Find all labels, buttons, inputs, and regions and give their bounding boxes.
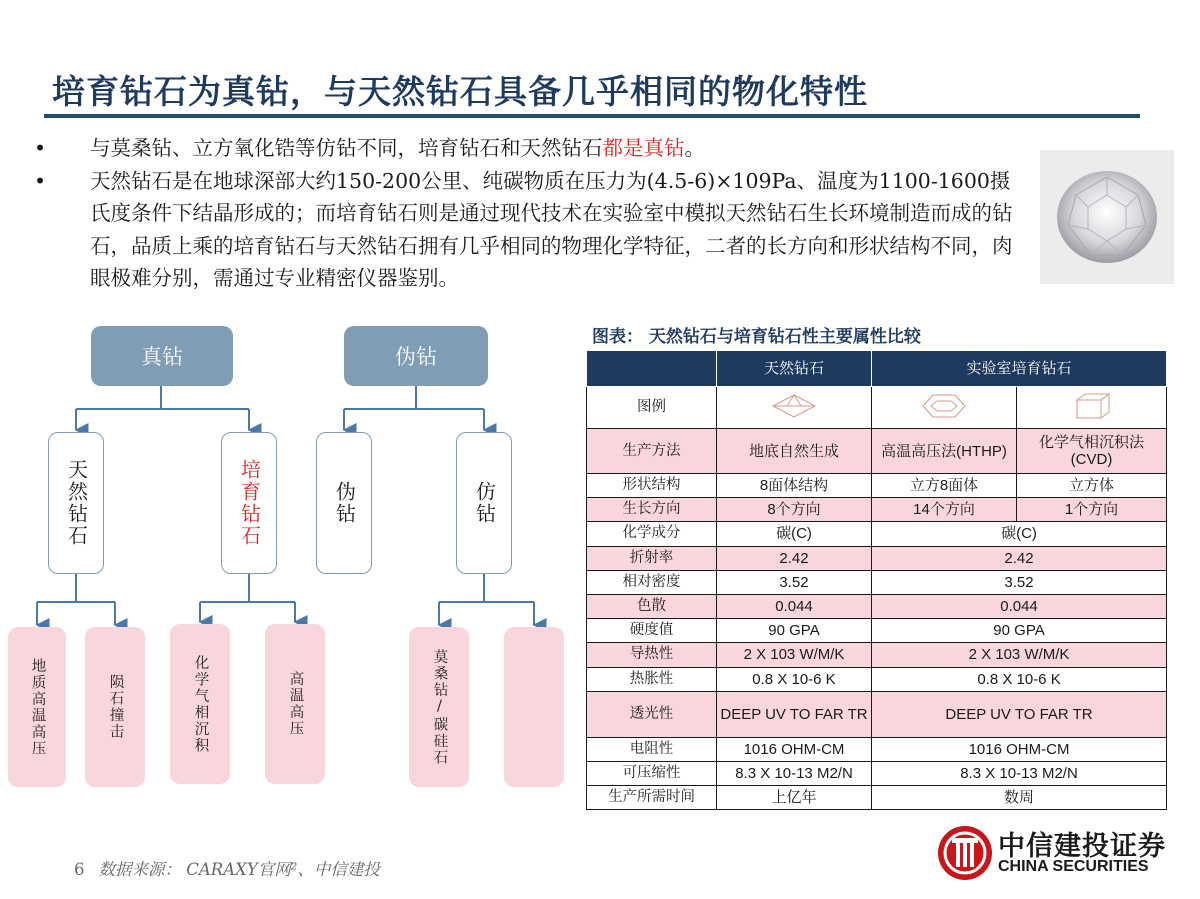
table-cell: 3.52 <box>717 570 872 594</box>
table-cell: 8面体结构 <box>717 474 872 498</box>
table-row <box>587 667 1167 691</box>
table-row-label: 热胀性 <box>587 667 717 691</box>
diamond-classification-tree <box>0 320 580 800</box>
tree-node-imitation-diamond: 仿钻 <box>456 432 512 574</box>
table-row-legend <box>587 387 1167 429</box>
bullet-list <box>30 132 1030 295</box>
title-divider <box>44 114 1140 118</box>
table-cell: 1个方向 <box>1017 498 1167 522</box>
table-row <box>587 786 1167 810</box>
bullet-marker: • <box>34 136 47 160</box>
table-row-label: 透光性 <box>587 691 717 737</box>
company-logo <box>936 822 1176 882</box>
table-cell: 立方体 <box>1017 474 1167 498</box>
table-row-label: 生产所需时间 <box>587 786 717 810</box>
table-cell-cvd-shape <box>1017 387 1167 429</box>
table-row-label: 可压缩性 <box>587 761 717 785</box>
data-source: 数据来源： CARAXY官网²、中信建投 <box>98 860 380 879</box>
table-cell: 2.42 <box>717 546 872 570</box>
table-caption: 图表： 天然钻石与培育钻石性主要属性比较 <box>592 327 921 347</box>
table-row-label: 色散 <box>587 594 717 618</box>
table-row-label: 导热性 <box>587 643 717 667</box>
table-row-label: 硬度值 <box>587 619 717 643</box>
logo-name-en: CHINA SECURITIES <box>998 858 1149 875</box>
table-row <box>587 570 1167 594</box>
table-cell: 8.3 X 10-13 M2/N <box>872 761 1167 785</box>
table-cell: 90 GPA <box>717 619 872 643</box>
tree-leaf-geological-hthp: 地质高温高压 <box>8 627 66 787</box>
tree-leaf-hthp: 高温高压 <box>265 624 325 784</box>
table-header-cell <box>587 351 717 387</box>
table-row-label: 形状结构 <box>587 474 717 498</box>
table-cell: 0.044 <box>872 594 1167 618</box>
table-cell-hthp-shape <box>872 387 1017 429</box>
table-cell: 2.42 <box>872 546 1167 570</box>
table-cell: 0.8 X 10-6 K <box>872 667 1167 691</box>
diamond-icon <box>1048 167 1166 267</box>
table-row-method <box>587 429 1167 474</box>
bullet-marker: • <box>34 168 47 193</box>
diamond-photo <box>1040 150 1174 284</box>
bullet-item-1 <box>30 132 1030 165</box>
citic-logo-icon <box>936 824 994 882</box>
table-row-label: 化学成分 <box>587 522 717 546</box>
table-cell: DEEP UV TO FAR TR <box>717 691 872 737</box>
bullet-text-part: 与莫桑钻、立方氧化锆等仿钻不同，培育钻石和天然钻石 <box>90 136 603 160</box>
table-header-cell: 天然钻石 <box>717 351 872 387</box>
table-cell: 碳(C) <box>872 522 1167 546</box>
page-title: 培育钻石为真钻，与天然钻石具备几乎相同的物化特性 <box>52 72 868 111</box>
table-row <box>587 761 1167 785</box>
table-row-label: 电阻性 <box>587 737 717 761</box>
logo-name-cn: 中信建投证券 <box>998 831 1166 862</box>
table-cell: 数周 <box>872 786 1167 810</box>
table-row <box>587 522 1167 546</box>
table-cell: 1016 OHM-CM <box>717 737 872 761</box>
table-row <box>587 691 1167 737</box>
tree-node-fake-diamond: 伪钻 <box>316 432 372 574</box>
table-row-label: 图例 <box>587 387 717 429</box>
table-row <box>587 594 1167 618</box>
table-row-label: 折射率 <box>587 546 717 570</box>
table-row-label: 相对密度 <box>587 570 717 594</box>
table-cell: 8.3 X 10-13 M2/N <box>717 761 872 785</box>
table-cell: 8个方向 <box>717 498 872 522</box>
table-header-cell: 实验室培育钻石 <box>872 351 1167 387</box>
tree-leaf-cubic-zirconia: 莫桑钻/碳硅石 <box>409 627 469 787</box>
octahedron-icon <box>769 393 819 419</box>
table-row-shape <box>587 474 1167 498</box>
tree-node-lab-grown-diamond: 培育钻石 <box>221 432 277 574</box>
bullet-text-part: 。 <box>684 136 705 160</box>
table-cell: 碳(C) <box>717 522 872 546</box>
tree-root-real-diamond: 真钻 <box>91 326 233 386</box>
bullet-item-2 <box>30 165 1030 295</box>
comparison-table <box>586 350 1167 810</box>
table-header-row <box>587 351 1167 387</box>
tree-root-fake-diamond: 伪钻 <box>344 326 488 386</box>
table-row-label: 生长方向 <box>587 498 717 522</box>
tree-leaf-moissanite <box>504 627 564 787</box>
table-cell: 1016 OHM-CM <box>872 737 1167 761</box>
table-cell: 2 X 103 W/M/K <box>872 643 1167 667</box>
table-cell: 立方8面体 <box>872 474 1017 498</box>
table-row-growth <box>587 498 1167 522</box>
table-row <box>587 546 1167 570</box>
table-cell: 3.52 <box>872 570 1167 594</box>
table-cell: 0.044 <box>717 594 872 618</box>
table-row <box>587 643 1167 667</box>
page-number: 6 <box>74 860 85 879</box>
footer <box>74 856 380 880</box>
table-cell: 0.8 X 10-6 K <box>717 667 872 691</box>
bullet-text: 天然钻石是在地球深部大约150-200公里、纯碳物质在压力为(4.5-6)×109Pa、温度为1100-1600摄氏度条件下结晶形成的；而培育钻石则是通过现代技术在实验室中模拟天然钻石生长环境制造而成的钻石，品质上乘的培育钻石与天然钻石拥有几乎相同的物理化学特征，二者的长方向和形状结构不同，肉眼极难分别，需通过专业精密仪器鉴别。 <box>90 168 1013 290</box>
table-row <box>587 737 1167 761</box>
table-cell: DEEP UV TO FAR TR <box>872 691 1167 737</box>
table-cell: 上亿年 <box>717 786 872 810</box>
cuboctahedron-icon <box>919 393 969 419</box>
table-cell: 地底自然生成 <box>717 429 872 474</box>
cube-icon <box>1067 392 1117 420</box>
table-cell: 2 X 103 W/M/K <box>717 643 872 667</box>
table-cell-natural-shape <box>717 387 872 429</box>
tree-leaf-meteorite-impact: 陨石撞击 <box>85 627 145 787</box>
table-cell: 化学气相沉积法(CVD) <box>1017 429 1167 474</box>
table-cell: 14个方向 <box>872 498 1017 522</box>
table-cell: 高温高压法(HTHP) <box>872 429 1017 474</box>
tree-leaf-cvd: 化学气相沉积 <box>170 624 230 784</box>
bullet-highlight: 都是真钻 <box>602 136 685 160</box>
tree-node-natural-diamond: 天然钻石 <box>48 432 104 574</box>
table-cell: 90 GPA <box>872 619 1167 643</box>
table-row-label: 生产方法 <box>587 429 717 474</box>
table-row <box>587 619 1167 643</box>
